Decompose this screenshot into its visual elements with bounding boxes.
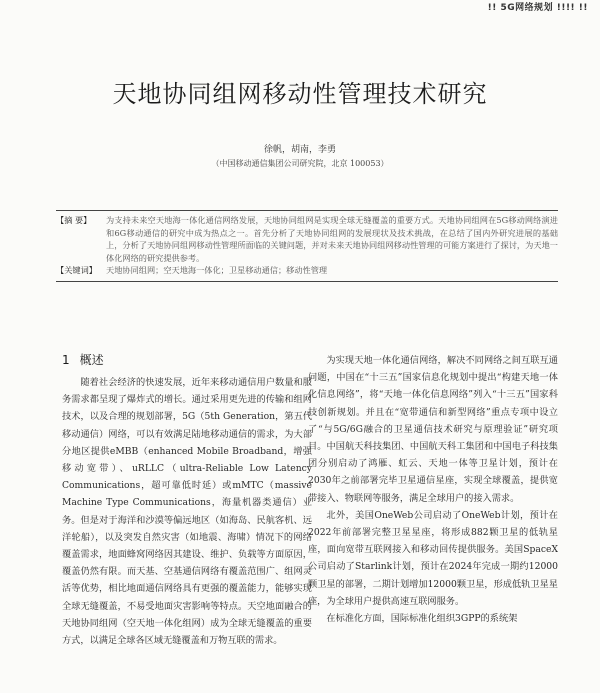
- abstract-row: [56, 214, 558, 264]
- section-number: 1: [62, 353, 70, 367]
- article-authors: 徐帆，胡南，李勇: [263, 145, 336, 155]
- keywords-row: [56, 264, 558, 277]
- section-title: 概述: [79, 353, 104, 367]
- abstract-block: [56, 210, 558, 282]
- body-column-right: [308, 352, 558, 627]
- abstract-text: 为支持未来空天地海一体化通信网络发展，天地协同组网是实现全球无缝覆盖的重要方式。天地协同组网在5G移动网络演进和6G移动通信的研究中成为热点之一。首先分析了天地协同组网的发展现状及技术挑战，在总结了国内外研究进展的基础上，分析了天地协同组网移动性管理所面临的关键问题，并对未来天地协同组网移动性管理的可能方案进行了探讨，为天地一体化网络的研究提供参考。: [106, 215, 558, 263]
- abstract-label: 【摘 要】: [56, 215, 92, 225]
- section-heading: [62, 350, 312, 370]
- body-paragraph: 为实现天地一体化通信网络，解决不同网络之间互联互通问题，中国在“十三五”国家信息化规划中提出“构建天地一体化信息网络”，将“天地一体化信息网络”列入“十三五”国家科技创新规划。并且在“宽带通信和新型网络”重点专项中设立了“与5G/6G融合的卫星通信技术研究与原理验证”研究项目。中国航天科技集团、中国航天科工集团和中国电子科技集团分别启动了鸿雁、虹云、天地一体等卫星计划，预计在2030年之前部署完毕卫星通信星座，实现全球覆盖，提供宽带接入、物联网等服务，满足全球用户的接入需求。: [308, 355, 558, 504]
- journal-header-band: [0, 0, 600, 12]
- article-affiliation: （中国移动通信集团公司研究院，北京 100053）: [211, 159, 389, 168]
- body-paragraph: 随着社会经济的快速发展，近年来移动通信用户数量和服务需求都呈现了爆炸式的增长。通过采用更先进的传输和组网技术，以及合理的规划部署，5G（5th Generation，第五代移动通信）网络，可以有效满足陆地移动通信的需求，为大部分地区提供eMBB（enhanced Mobile Broadband，增强移动宽带）、uRLLC（ultra-Reliable Low Latency Communications，超可靠低时延）或mMTC（massive Machine Type Communications，海量机器类通信）业务。但是对于海洋和沙漠等偏远地区（如海岛、民航客机、远洋轮船），以及突发自然灾害（如地震、海啸）情况下的网络覆盖需求，地面蜂窝网络因其建设、维护、负载等方面原因，覆盖仍然有限。而天基、空基通信网络有覆盖范围广、组网灵活等优势，相比地面通信网络具有更强的覆盖能力，能够实现全球无缝覆盖，不易受地面灾害影响等特点。天空地面融合的天地协同组网（空天地一体化组网）成为全球无缝覆盖的重要方式，以满足全球各区域无缝覆盖和万物互联的需求。: [62, 377, 312, 647]
- section-label: !! 5G网络规划 !!!! !!: [487, 3, 588, 13]
- body-paragraph: 在标准化方面，国际标准化组织3GPP的系统架: [326, 613, 518, 625]
- keywords-text: 天地协同组网；空天地海一体化；卫星移动通信；移动性管理: [106, 265, 328, 276]
- keywords-label: 【关键词】: [56, 265, 97, 276]
- body-column-left: [62, 350, 312, 649]
- body-paragraph: 北外，美国OneWeb公司启动了OneWeb计划，预计在2022年前部署完整卫星星座，将形成882颗卫星的低轨星座，面向宽带互联网接入和移动回传提供服务。美国SpaceX公司启动了Starlink计划，预计在2024年完成一期约12000颗卫星的部署，二期计划增加12000颗卫星，形成低轨卫星星座，为全球用户提供高速互联网服务。: [308, 509, 558, 607]
- article-title: 天地协同组网移动性管理技术研究: [112, 80, 488, 108]
